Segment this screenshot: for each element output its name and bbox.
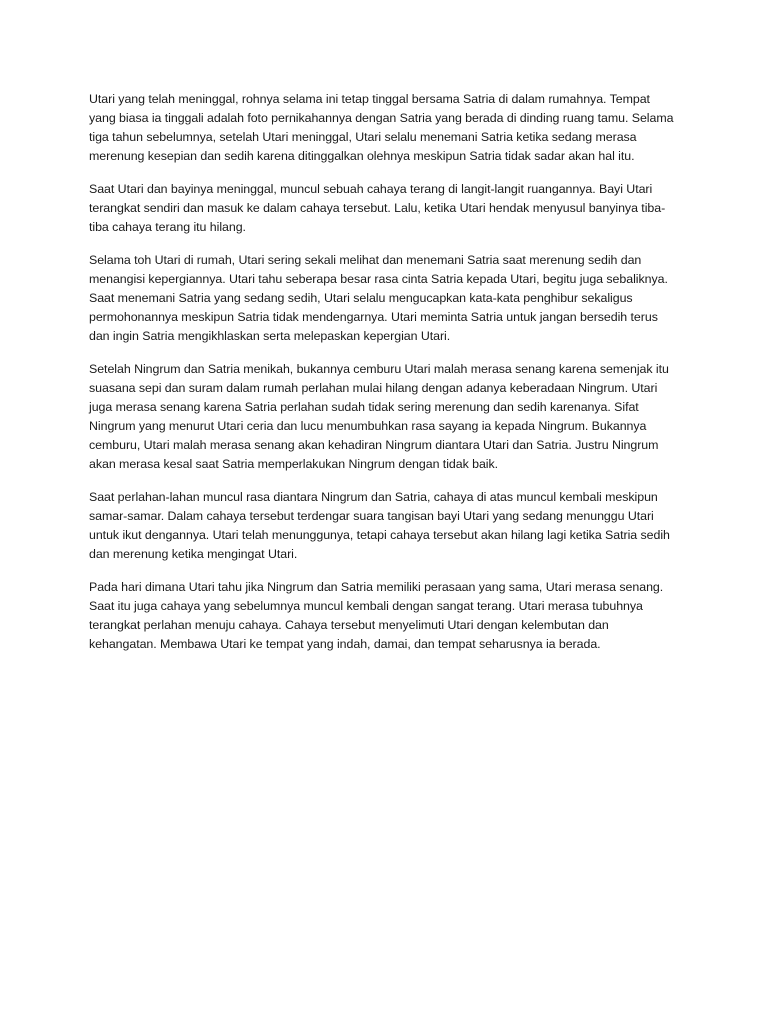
paragraph-4: Setelah Ningrum dan Satria menikah, bukannya cemburu Utari malah merasa senang karena semenjak itu suasana sepi dan suram dalam rumah perlahan mulai hilang dengan adanya keberadaan Ningrum. Utari juga merasa senang karena Satria perlahan sudah tidak sering merenung dan sedih karenanya. Sifat Ningrum yang menurut Utari ceria dan lucu menumbuhkan rasa sayang ia kepada Ningrum. Bukannya cemburu, Utari malah merasa senang akan kehadiran Ningrum diantara Utari dan Satria. Justru Ningrum akan merasa kesal saat Satria memperlakukan Ningrum dengan tidak baik. (89, 362, 669, 471)
paragraph-1: Utari yang telah meninggal, rohnya selama ini tetap tinggal bersama Satria di dalam rumahnya. Tempat yang biasa ia tinggali adalah foto pernikahannya dengan Satria yang berada di dinding ruang tamu. Selama tiga tahun sebelumnya, setelah Utari meninggal, Utari selalu menemani Satria ketika sedang merasa merenung kesepian dan sedih karena ditinggalkan olehnya meskipun Satria tidak sadar akan hal itu. (89, 92, 674, 163)
paragraph-3: Selama toh Utari di rumah, Utari sering sekali melihat dan menemani Satria saat merenung sedih dan menangisi kepergiannya. Utari tahu seberapa besar rasa cinta Satria kepada Utari, begitu juga sebaliknya. Saat menemani Satria yang sedang sedih, Utari selalu mengucapkan kata-kata penghibur sekaligus permohonannya meskipun Satria tidak mendengarnya. Utari meminta Satria untuk jangan bersedih terus dan ingin Satria mengikhlaskan serta melepaskan kepergian Utari. (89, 253, 668, 343)
paragraph-6: Pada hari dimana Utari tahu jika Ningrum dan Satria memiliki perasaan yang sama, Utari merasa senang. Saat itu juga cahaya yang sebelumnya muncul kembali dengan sangat terang. Utari merasa tubuhnya terangkat perlahan menuju cahaya. Cahaya tersebut menyelimuti Utari dengan kelembutan dan kehangatan. Membawa Utari ke tempat yang indah, damai, dan tempat seharusnya ia berada. (89, 580, 664, 651)
paragraph-2: Saat Utari dan bayinya meninggal, muncul sebuah cahaya terang di langit-langit ruangannya. Bayi Utari terangkat sendiri dan masuk ke dalam cahaya tersebut. Lalu, ketika Utari hendak menyusul banyinya tiba-tiba cahaya terang itu hilang. (89, 182, 666, 234)
document-body (89, 90, 679, 668)
paragraph-5: Saat perlahan-lahan muncul rasa diantara Ningrum dan Satria, cahaya di atas muncul kembali meskipun samar-samar. Dalam cahaya tersebut terdengar suara tangisan bayi Utari yang sedang menunggu Utari untuk ikut dengannya. Utari telah menunggunya, tetapi cahaya tersebut akan hilang lagi ketika Satria sedih dan merenung ketika mengingat Utari. (89, 490, 670, 561)
